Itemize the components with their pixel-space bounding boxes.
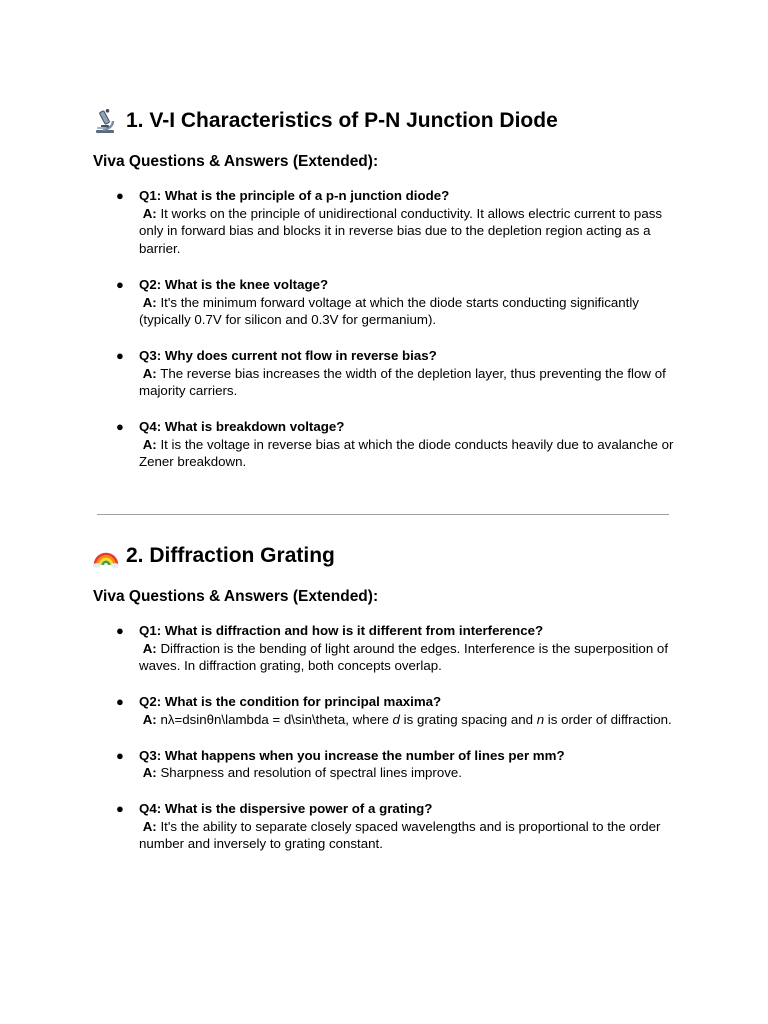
answer-formula: nλ=dsinθn\lambda = d\sin\theta, where bbox=[160, 711, 393, 727]
answer-label: A: bbox=[142, 205, 157, 221]
list-item bbox=[93, 800, 683, 853]
answer-label: A: bbox=[142, 436, 157, 452]
question: Q1: What is the principle of a p-n junction diode? bbox=[139, 188, 450, 203]
list-item bbox=[93, 276, 683, 329]
question: Q2: What is the knee voltage? bbox=[139, 276, 329, 292]
question: Q1: What is diffraction and how is it different from interference? bbox=[139, 623, 544, 638]
section-heading bbox=[93, 543, 683, 569]
bullet: ● bbox=[116, 747, 124, 763]
subheading: Viva Questions & Answers (Extended): bbox=[93, 153, 379, 170]
answer: It's the ability to separate closely spaced wavelengths and is proportional to the order number and inversely to grating constant. bbox=[139, 818, 661, 852]
variable-n: n bbox=[536, 711, 545, 727]
question: Q3: What happens when you increase the number of lines per mm? bbox=[139, 747, 565, 763]
qa-list bbox=[93, 187, 683, 471]
horizontal-divider bbox=[97, 514, 669, 515]
list-item bbox=[93, 693, 683, 728]
bullet: ● bbox=[116, 276, 124, 292]
question: Q3: Why does current not flow in reverse bias? bbox=[139, 347, 437, 363]
list-item bbox=[93, 347, 683, 400]
answer-label: A: bbox=[142, 294, 157, 310]
subheading: Viva Questions & Answers (Extended): bbox=[93, 588, 379, 605]
answer-label: A: bbox=[142, 711, 157, 727]
answer-end: is order of diffraction. bbox=[544, 711, 672, 727]
variable-d: d bbox=[392, 711, 400, 727]
answer-label: A: bbox=[142, 818, 157, 834]
answer: Diffraction is the bending of light around the edges. Interference is the superposition of waves. In diffraction grating, both concepts overlap. bbox=[139, 640, 669, 674]
answer-label: A: bbox=[142, 640, 157, 656]
bullet: ● bbox=[116, 694, 124, 710]
section-pn-junction bbox=[93, 108, 683, 471]
list-item bbox=[93, 418, 683, 471]
answer: It's the minimum forward voltage at which the diode starts conducting significantly (typically 0.7V for silicon and 0.3V for germanium). bbox=[139, 294, 639, 328]
list-item bbox=[93, 187, 683, 258]
bullet: ● bbox=[116, 800, 124, 816]
qa-list bbox=[93, 622, 683, 853]
microscope-icon bbox=[93, 108, 119, 134]
answer: The reverse bias increases the width of the depletion layer, thus preventing the flow of majority carriers. bbox=[139, 365, 666, 399]
heading-text: 1. V-I Characteristics of P-N Junction Diode bbox=[126, 109, 558, 132]
question: Q2: What is the condition for principal maxima? bbox=[139, 694, 442, 710]
answer-mid: is grating spacing and bbox=[399, 711, 537, 727]
answer: Sharpness and resolution of spectral lines improve. bbox=[160, 765, 462, 781]
question: Q4: What is the dispersive power of a grating? bbox=[139, 800, 433, 816]
section-heading bbox=[93, 108, 683, 134]
bullet: ● bbox=[116, 623, 124, 638]
bullet: ● bbox=[116, 419, 124, 435]
rainbow-icon bbox=[93, 543, 119, 569]
answer-label: A: bbox=[142, 365, 157, 381]
bullet: ● bbox=[116, 188, 124, 203]
list-item bbox=[93, 622, 683, 675]
answer: It is the voltage in reverse bias at which the diode conducts heavily due to avalanche or Zener breakdown. bbox=[139, 436, 674, 470]
list-item bbox=[93, 747, 683, 782]
bullet: ● bbox=[116, 347, 124, 363]
heading-text: 2. Diffraction Grating bbox=[126, 544, 335, 567]
section-diffraction-grating bbox=[93, 543, 683, 853]
answer-label: A: bbox=[142, 765, 157, 781]
question: Q4: What is breakdown voltage? bbox=[139, 419, 345, 435]
answer: It works on the principle of unidirectional conductivity. It allows electric current to pass only in forward bias and blocks it in reverse bias due to the depletion region acting as a barrier. bbox=[139, 205, 663, 257]
